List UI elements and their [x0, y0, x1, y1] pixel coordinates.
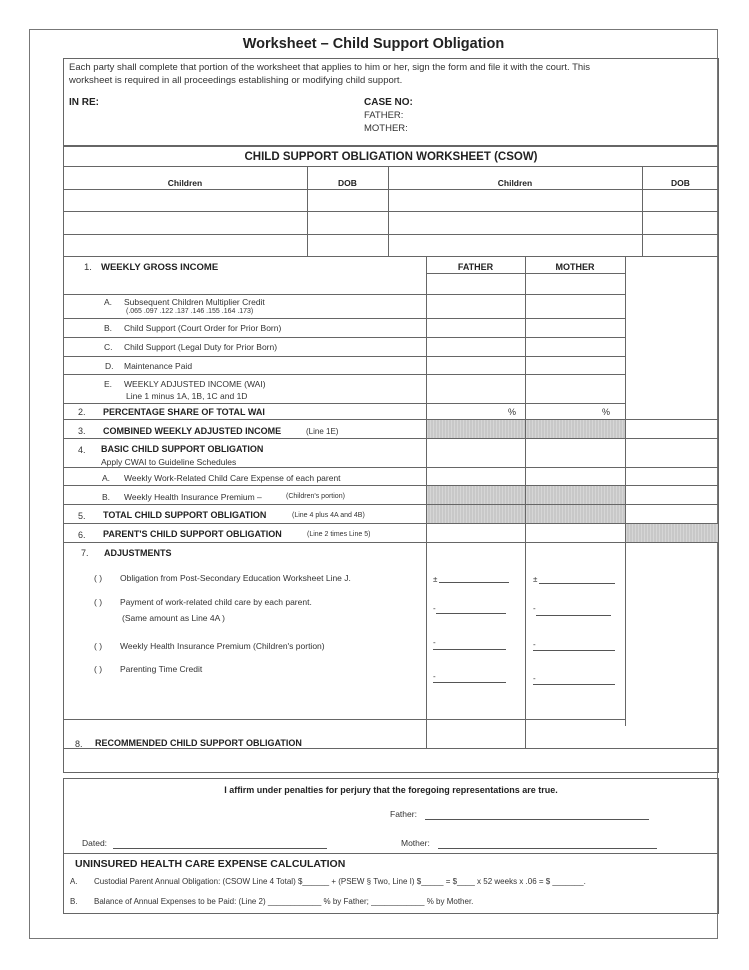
in-re-label: IN RE: [69, 97, 99, 108]
adjustment-label: Parenting Time Credit [120, 664, 203, 674]
line7-label: ADJUSTMENTS [104, 548, 172, 558]
line1d-label: Maintenance Paid [124, 361, 193, 371]
adjustment-label: Obligation from Post-Secondary Education Worksheet Line J. [120, 573, 351, 583]
father-wai-input[interactable] [429, 377, 526, 403]
shaded-cell [526, 505, 625, 523]
father-recommended-input[interactable] [429, 722, 526, 748]
father-adj-sign: - [433, 604, 436, 613]
father-col-header: FATHER [457, 262, 494, 272]
line4b-label: Weekly Health Insurance Premium – [124, 492, 262, 502]
line4a-num: A. [102, 473, 111, 483]
line6-note: (Line 2 times Line 5) [307, 531, 371, 538]
line4-sub: Apply CWAI to Guideline Schedules [101, 457, 237, 467]
adjustment-checkbox[interactable]: ( ) [94, 597, 103, 607]
line1c-num: C. [104, 342, 113, 352]
child-name-input[interactable] [66, 214, 308, 233]
mother-adj-sign: - [533, 674, 536, 683]
case-no-label: CASE NO: [364, 97, 413, 108]
child-dob-input[interactable] [310, 214, 389, 233]
adjustment-label: Weekly Health Insurance Premium (Children's portion) [120, 641, 325, 651]
adjustment-checkbox[interactable]: ( ) [94, 641, 103, 651]
line6-num: 6. [78, 530, 86, 540]
uninsured-heading: UNINSURED HEALTH CARE EXPENSE CALCULATION [75, 858, 346, 870]
shaded-cell [526, 420, 625, 438]
mother-recommended-input[interactable] [528, 722, 626, 748]
line1a-label: Subsequent Children Multiplier Credit [124, 297, 265, 307]
line2-num: 2. [78, 407, 86, 417]
father-percent-input[interactable] [429, 405, 508, 419]
mother-signature-label: Mother: [401, 838, 430, 848]
line1c-label: Child Support (Legal Duty for Prior Born) [124, 342, 278, 352]
father-adj-sign: - [433, 638, 436, 647]
line2-father-percent: % [508, 407, 517, 417]
father-1c-input[interactable] [429, 339, 526, 356]
line4b-note: (Children's portion) [286, 493, 345, 500]
total-4a-input[interactable] [628, 469, 720, 485]
line3-note: (Line 1E) [306, 427, 339, 436]
total-obligation-input[interactable] [628, 506, 720, 523]
father-adj-sign: ± [433, 575, 438, 584]
mother-adj-sign: - [533, 604, 536, 613]
line5-num: 5. [78, 511, 86, 521]
line1-num: 1. [84, 262, 92, 273]
mother-col-header: MOTHER [555, 262, 595, 272]
adjustment-sub: (Same amount as Line 4A ) [122, 613, 226, 623]
adjustment-checkbox[interactable]: ( ) [94, 664, 103, 674]
mother-1b-input[interactable] [528, 320, 626, 337]
mother-parent-obligation-input[interactable] [528, 525, 626, 542]
father-1a-input[interactable] [429, 297, 526, 318]
line5-label: TOTAL CHILD SUPPORT OBLIGATION [103, 510, 267, 520]
shaded-cell [427, 486, 525, 504]
line1d-num: D. [105, 361, 114, 371]
father-adj-sign: - [433, 672, 436, 681]
mother-signature-input[interactable] [438, 834, 661, 849]
child-dob-input[interactable] [310, 192, 389, 211]
line8-num: 8. [75, 739, 83, 749]
uninsured-line-b-num: B. [70, 897, 78, 906]
child-dob-input[interactable] [645, 192, 720, 211]
mother-adj-sign: - [533, 640, 536, 649]
father-4a-input[interactable] [429, 469, 526, 485]
intro-text-line1: Each party shall complete that portion of the worksheet that applies to him or her, sign the form and file it with the court. This [69, 62, 591, 73]
child-name-input[interactable] [391, 237, 643, 256]
dated-input[interactable] [113, 834, 331, 849]
line8-label: RECOMMENDED CHILD SUPPORT OBLIGATION [95, 738, 302, 748]
line1-label: WEEKLY GROSS INCOME [101, 262, 219, 273]
in-re-input[interactable] [110, 95, 354, 111]
basic-obligation-input[interactable] [628, 440, 720, 467]
uninsured-line-b-text: Balance of Annual Expenses to be Paid: (Line 2) ____________ % by Father; ____________ % by Mother. [94, 897, 474, 906]
child-dob-input[interactable] [645, 237, 720, 256]
line1e-num: E. [104, 379, 113, 389]
mother-name-label: MOTHER: [364, 123, 408, 134]
father-1b-input[interactable] [429, 320, 526, 337]
mother-gross-income-input[interactable] [528, 276, 626, 294]
father-signature-label: Father: [390, 809, 417, 819]
mother-name-input[interactable] [414, 121, 714, 136]
line2-label: PERCENTAGE SHARE OF TOTAL WAI [103, 407, 265, 417]
line2-mother-percent: % [602, 407, 611, 417]
shaded-cell [626, 524, 718, 542]
line4-num: 4. [78, 445, 86, 455]
adjustment-label: Payment of work-related child care by each parent. [120, 597, 312, 607]
line4b-num: B. [102, 492, 111, 502]
mother-4a-input[interactable] [528, 469, 626, 485]
mother-1c-input[interactable] [528, 339, 626, 356]
line1b-num: B. [104, 323, 113, 333]
line1e-label: WEEKLY ADJUSTED INCOME (WAI) [124, 379, 266, 389]
mother-1a-input[interactable] [528, 297, 626, 318]
affirmation-statement: I affirm under penalties for perjury that the foregoing representations are true. [224, 785, 558, 795]
line1e-sub: Line 1 minus 1A, 1B, 1C and 1D [126, 391, 248, 401]
child-name-input[interactable] [66, 237, 308, 256]
children-col-header-2: Children [497, 178, 533, 188]
child-name-input[interactable] [391, 192, 643, 211]
csow-heading: CHILD SUPPORT OBLIGATION WORKSHEET (CSOW) [244, 151, 538, 163]
line4-label: BASIC CHILD SUPPORT OBLIGATION [101, 444, 264, 454]
line4a-label: Weekly Work-Related Child Care Expense of each parent [124, 473, 341, 483]
dob-col-header-1: DOB [338, 178, 357, 188]
adjustment-checkbox[interactable]: ( ) [94, 573, 103, 583]
father-signature-input[interactable] [425, 805, 653, 820]
child-name-input[interactable] [66, 192, 308, 211]
combined-wai-input[interactable] [628, 421, 720, 438]
shaded-cell [427, 505, 525, 523]
dated-label: Dated: [82, 838, 108, 848]
child-dob-input[interactable] [310, 237, 389, 256]
total-4b-input[interactable] [628, 487, 720, 504]
mother-wai-input[interactable] [528, 377, 626, 403]
line7-num: 7. [81, 548, 89, 558]
document-title: Worksheet – Child Support Obligation [242, 36, 505, 52]
child-name-input[interactable] [391, 214, 643, 233]
shaded-cell [526, 486, 625, 504]
line1a-multipliers: (.065 .097 .122 .137 .146 .155 .164 .173) [126, 308, 254, 315]
uninsured-line-a-num: A. [70, 877, 78, 886]
mother-percent-input[interactable] [528, 405, 602, 419]
line5-note: (Line 4 plus 4A and 4B) [292, 512, 365, 519]
father-gross-income-input[interactable] [429, 276, 526, 294]
father-name-label: FATHER: [364, 110, 404, 121]
child-dob-input[interactable] [645, 214, 720, 233]
father-parent-obligation-input[interactable] [429, 525, 526, 542]
line3-num: 3. [78, 426, 86, 436]
father-1d-input[interactable] [429, 358, 526, 374]
line6-label: PARENT'S CHILD SUPPORT OBLIGATION [103, 529, 282, 539]
mother-1d-input[interactable] [528, 358, 626, 374]
uninsured-line-a-text: Custodial Parent Annual Obligation: (CSOW Line 4 Total) $______ + (PSEW § Two, Line I) $_____ = $____ x 52 weeks x .06 = $ _______. [94, 877, 586, 886]
mother-adj-sign: ± [533, 575, 538, 584]
line3-label: COMBINED WEEKLY ADJUSTED INCOME [103, 426, 282, 436]
line1a-num: A. [104, 297, 113, 307]
intro-text-line2: worksheet is required in all proceedings establishing or modifying child support. [69, 75, 403, 86]
dob-col-header-2: DOB [671, 178, 690, 188]
shaded-cell [427, 420, 525, 438]
line1b-label: Child Support (Court Order for Prior Born) [124, 323, 282, 333]
children-col-header-1: Children [167, 178, 203, 188]
